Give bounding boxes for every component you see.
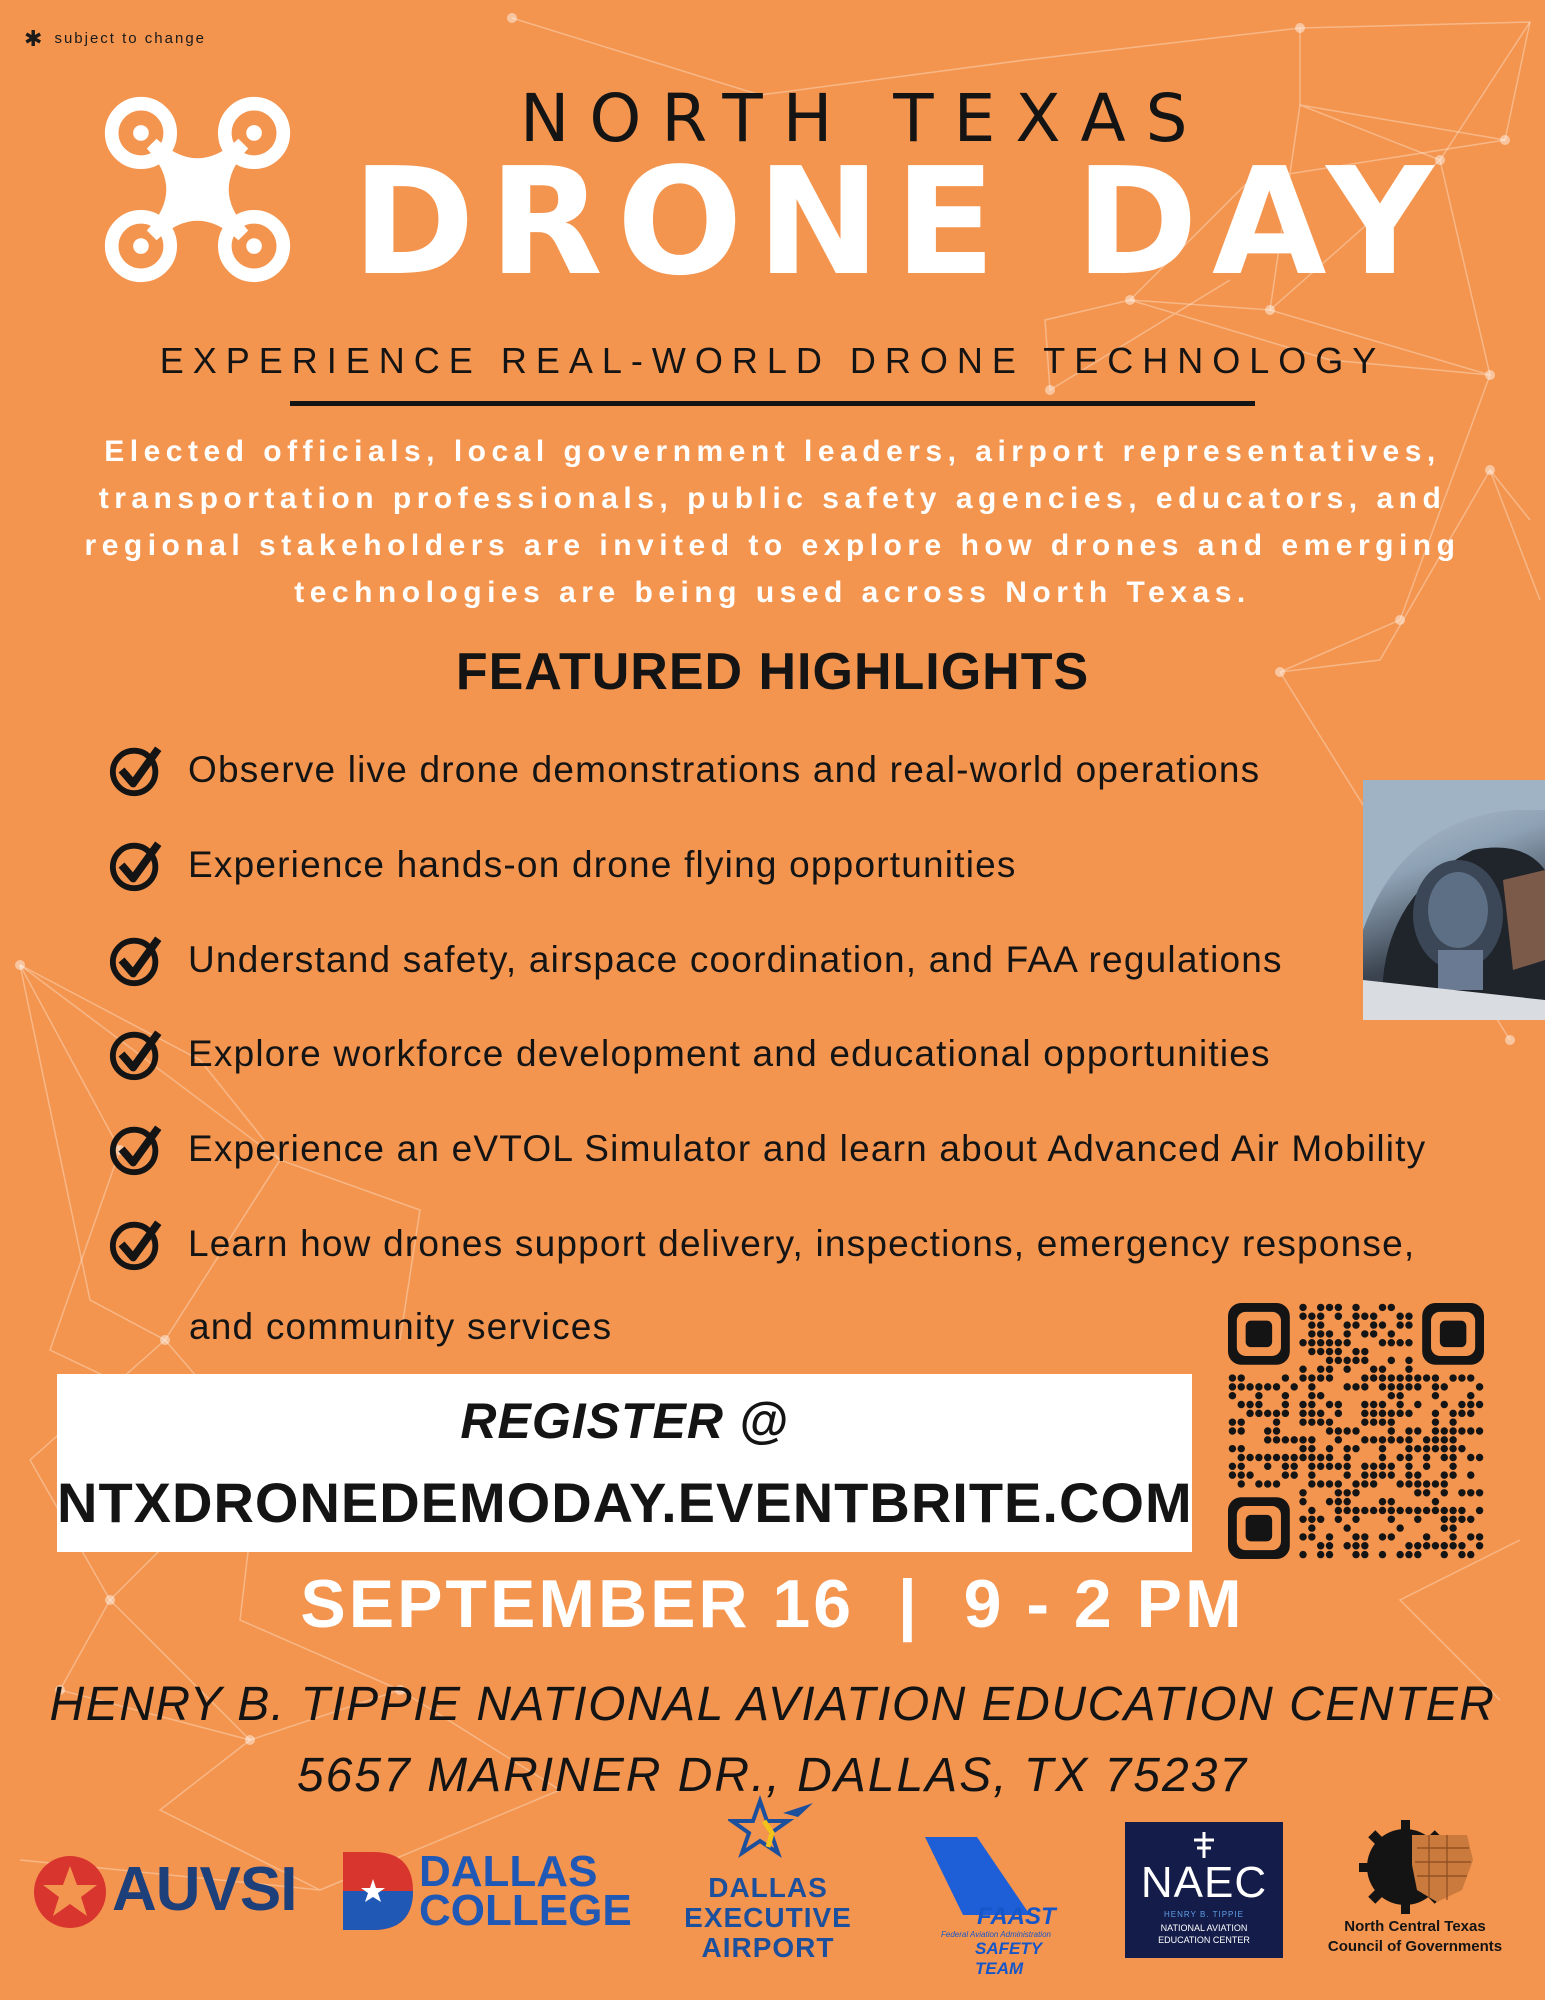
qr-code-icon[interactable]	[1228, 1303, 1484, 1559]
drone-logo-icon	[100, 92, 295, 287]
highlight-text: Experience hands-on drone flying opportunities	[188, 844, 1017, 885]
nctcog-logo: North Central Texas Council of Governments	[1315, 1820, 1515, 1960]
naec-logo: NAEC HENRY B. TIPPIE NATIONAL AVIATION EDUCATION CENTER	[1125, 1822, 1283, 1958]
pre-title: NORTH TEXAS	[520, 80, 1208, 157]
star-plane-icon	[728, 1795, 818, 1867]
list-item	[108, 1214, 1415, 1274]
dallas-executive-airport-logo: DALLAS EXECUTIVE AIRPORT	[668, 1795, 868, 1965]
list-item	[108, 1024, 1271, 1084]
auvsi-logo: AUVSI	[30, 1848, 315, 1930]
highlight-text: Experience an eVTOL Simulator and learn about Advanced Air Mobility	[188, 1128, 1427, 1169]
event-date-time: SEPTEMBER 16 | 9 - 2 PM	[300, 1566, 1245, 1642]
tower-icon	[1189, 1830, 1219, 1860]
highlight-text: Observe live drone demonstrations and real-world operations	[188, 749, 1261, 790]
highlight-text: Understand safety, airspace coordination, and FAA regulations	[188, 939, 1283, 980]
register-label: REGISTER @	[460, 1393, 789, 1449]
page-title: DRONE DAY	[352, 136, 1448, 308]
intro-paragraph: Elected officials, local government leaders, airport representatives, transportation professionals, public safety agencies, educators, and regional stakeholders are invited to explore how drones and emerging technologies are being used across North Texas.	[84, 435, 1461, 609]
list-item	[108, 1119, 1426, 1179]
tagline: EXPERIENCE REAL-WORLD DRONE TECHNOLOGY	[159, 340, 1386, 381]
event-address: 5657 MARINER DR., DALLAS, TX 75237	[296, 1749, 1249, 1802]
auvsi-star-icon	[30, 1852, 110, 1932]
gear-texas-icon	[1357, 1820, 1477, 1915]
dallas-d-icon	[343, 1852, 413, 1930]
check-circle-icon	[108, 741, 166, 799]
tagline-underline	[290, 401, 1255, 406]
list-item	[108, 930, 1283, 990]
highlights-heading: FEATURED HIGHLIGHTS	[455, 643, 1090, 701]
check-circle-icon	[108, 1215, 166, 1273]
faast-logo: FAAST Federal Aviation Administration SAFETY TEAM	[925, 1835, 1085, 1960]
event-venue: HENRY B. TIPPIE NATIONAL AVIATION EDUCATION CENTER	[49, 1678, 1496, 1731]
highlight-text: Explore workforce development and educational opportunities	[188, 1033, 1271, 1074]
highlight-text: Learn how drones support delivery, inspections, emergency response,	[188, 1223, 1416, 1264]
list-item	[108, 835, 1017, 895]
subject-to-change-note: ✱ subject to change	[24, 26, 207, 51]
register-link[interactable]: NTXDRONEDEMODAY.EVENTBRITE.COM	[57, 1471, 1193, 1534]
evtol-simulator-photo	[1363, 780, 1545, 1020]
list-item	[108, 740, 1260, 800]
check-circle-icon	[108, 836, 166, 894]
check-circle-icon	[108, 931, 166, 989]
check-circle-icon	[108, 1025, 166, 1083]
highlight-text-continued: and community services	[189, 1306, 613, 1347]
dallas-college-logo: DALLAS COLLEGE	[343, 1848, 633, 1932]
asterisk-icon: ✱	[24, 26, 45, 51]
check-circle-icon	[108, 1120, 166, 1178]
